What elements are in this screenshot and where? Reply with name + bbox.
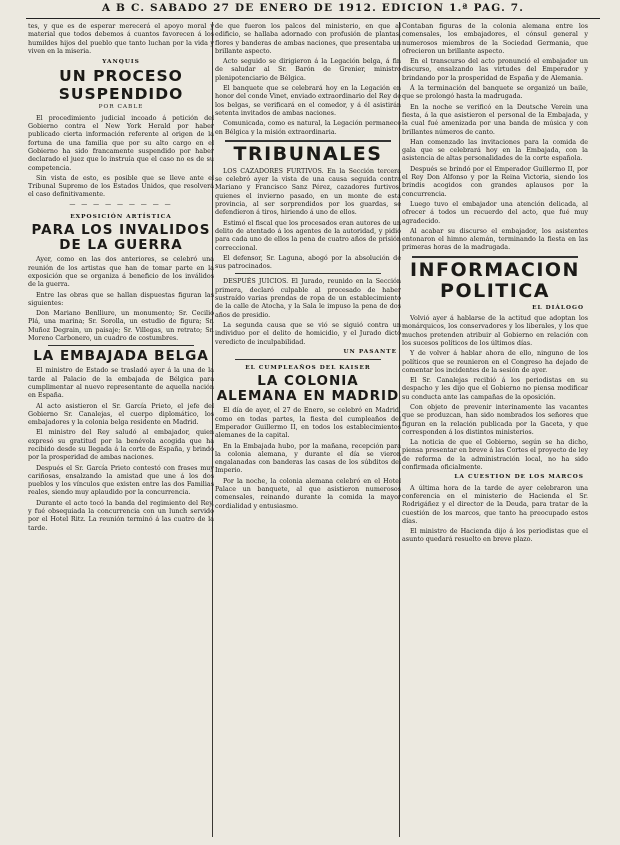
article-paragraph: Contaban figuras de la colonia alemana entre los comensales, los embajadores, el cónsul general y numerosos miembros de la Sociedad Germania, que ofrecieron un brillante aspecto.: [402, 22, 588, 55]
section-label: EXPOSICIÓN ARTÍSTICA: [70, 214, 172, 221]
article-paragraph: DESPUÉS JUICIOS. El Jurado, reunido en la Sección primera, declaró culpable al procesado de haber sustraído varias prendas de ropa de un establecimiento de la calle de Atocha, y la Sala le impuso la pena de dos años de presidio.: [215, 277, 401, 319]
section-label: YANQUIS: [102, 59, 140, 66]
article-paragraph: A última hora de la tarde de ayer celebraron una conferencia en el ministerio de Hacienda el Sr. Rodrigáñez y el director de la Deuda, para tratar de la cuestión de los marcos, que tanto ha preocupado estos días.: [402, 483, 588, 525]
divider: [235, 273, 381, 274]
article-paragraph: El procedimiento judicial incoado á petición del Gobierno contra el New York Herald por haber publicado cierta información referente al origen de la fortuna de una familia que por su alto cargo en el Gobierno ha sido francamente suspendido por haber declarado el juez que lo instruía que el caso no es de su competencia.: [28, 113, 214, 172]
headline: INFORMACION POLITICA: [410, 258, 580, 302]
divider: — — — — — — — — —: [69, 200, 173, 208]
article-paragraph: El ministro de Hacienda dijo á los periodistas que el asunto quedará resuelto en breve plazo.: [402, 527, 588, 544]
article-paragraph: La noticia de que el Gobierno, según se ha dicho, piensa presentar en breve á las Cortes el proyecto de ley de reforma de la administración local, no ha sido confirmada oficialmente.: [402, 438, 588, 472]
article-paragraph: En la Embajada hubo, por la mañana, recepción para la colonia alemana, y durante el día se vieron engalanadas con banderas las casas de los súbditos del Imperio.: [215, 441, 401, 475]
article-paragraph: Por la noche, la colonia alemana celebró en el Hotel Palace un banquete, al que asistieron numerosos comensales, reinando durante la comida la mayor cordialidad y entusiasmo.: [215, 476, 401, 510]
column-3: [402, 22, 588, 839]
article-paragraph: El ministro de Estado se trasladó ayer á la una de la tarde al Palacio de la embajada de Bélgica para cumplimentar al nuevo representante de aquella nación en España.: [28, 366, 214, 400]
article-paragraph: El ministro del Rey saludó al embajador, quien expresó su gratitud por la benévola acogida que ha recibido desde su llegada á la corte de España, y brindó por la prosperidad de ambas naciones.: [28, 428, 214, 462]
headline: PARA LOS INVALIDOS DE LA GUERRA: [31, 222, 211, 254]
article-paragraph: Volvió ayer á hablarse de la actitud que adoptan los monárquicos, los conservadores y los liberales, y los que muchos pretenden atribuir al Gobierno en relación con los sucesos políticos de los últimos días.: [402, 314, 588, 347]
article-paragraph: Al acabar su discurso el embajador, los asistentes entonaron el himno alemán, terminando la fiesta en las primeras horas de la madrugada.: [402, 226, 588, 252]
article-paragraph: LOS CAZADORES FURTIVOS. En la Sección tercera se celebró ayer la vista de una causa seguida contra Mariano y Francisco Sanz Pérez, cazadores furtivos, quienes el invierno pasado, en un monte de esta provincia, al ser sorprendidos por los guardas, se defendieron á tiros, hiriendo á uno de ellos.: [215, 166, 401, 217]
divider: [412, 256, 578, 258]
article-paragraph: Con objeto de prevenir interinamente las vacantes que se produzcan, han sido nombrados los señores que figuran en la relación publicada por la Gaceta, y que corresponden á los distintos ministerios.: [402, 402, 588, 436]
article-paragraph: Durante el acto tocó la banda del regimiento del Rey, y fué obsequiada la concurrencia con un lunch servido por el Hotel Ritz. La reunión terminó á las cuatro de la tarde.: [28, 498, 214, 532]
headline: TRIBUNALES: [233, 142, 383, 165]
article-paragraph: Estimó el fiscal que los procesados eran autores de un delito de atentado á los agentes de la autoridad, y pidió para cada uno de ellos la pena de cuatro años de prisión correccional.: [215, 218, 401, 252]
page-header: A B C. SABADO 27 DE ENERO DE 1912. EDICION 1.ª PAG. 7.: [26, 2, 600, 19]
column-2: [215, 22, 401, 839]
article-paragraph: Comunicada, como es natural, la Legación permanece en Bélgica y la misión extraordinaria.: [215, 119, 401, 136]
article-paragraph: Después el Sr. García Prieto contestó con frases muy cariñosas, ensalzando la amistad que une á los dos pueblos y los vínculos que existen entre las dos Familias reales, siendo muy aplaudido por la concurrencia.: [28, 463, 214, 497]
divider: [48, 345, 194, 346]
article-paragraph: Luego tuvo el embajador una atención delicada, al ofrecer á todos un recuerdo del acto, que fué muy agradecido.: [402, 199, 588, 225]
article-paragraph: Ayer, como en las dos anteriores, se celebró una reunión de los artistas que han de tomar parte en la exposición que se organiza á beneficio de los inválidos de la guerra.: [28, 255, 214, 289]
article-paragraph: La segunda causa que se vió se siguió contra un individuo por el delito de homicidio, y el Jurado dictó veredicto de inculpabilidad.: [215, 320, 401, 346]
article-paragraph: Después se brindó por el Emperador Guillermo II, por el Rey Don Alfonso y por la Reina Victoria, siendo los brindis acogidos con grandes aplausos por la concurrencia.: [402, 164, 588, 198]
byline: POR CABLE: [98, 104, 144, 111]
section-label: EL CUMPLEAÑOS DEL KAISER: [245, 365, 371, 372]
headline: UN PROCESO: [59, 67, 183, 86]
column-1: [28, 22, 214, 839]
article-paragraph: En el transcurso del acto pronunció el embajador un discurso, ensalzando las virtudes del Emperador y brindando por la prosperidad de España y de Alemania.: [402, 57, 588, 82]
headline: SUSPENDIDO: [58, 85, 184, 104]
article-paragraph: Don Mariano Benlliure, un monumento; Sr. Cecilio Plá, una marina; Sr. Sorolla, un estudio de figura; Sr. Muñoz Degrain, un paisaje; Sr. Villegas, un retrato; Sr. Moreno Carbonero, un cuadro de costumbres.: [28, 309, 214, 343]
article-paragraph: En la noche se verificó en la Deutsche Verein una fiesta, á la que asistieron el personal de la Embajada, y la cual fué amenizada por una banda de música y con brillantes números de canto.: [402, 102, 588, 136]
article-paragraph: El Sr. Canalejas recibió á los periodistas en su despacho y les dijo que el Gobierno no piensa modificar su conducta ante las campañas de la oposición.: [402, 376, 588, 401]
headline: LA COLONIA ALEMANA EN MADRID: [216, 373, 400, 405]
divider: [225, 140, 391, 142]
headline: LA EMBAJADA BELGA: [33, 348, 209, 365]
divider: [235, 359, 381, 360]
article-paragraph: Han comenzado las invitaciones para la comida de gala que se celebrará hoy en la Embajada, con la asistencia de altas personalidades de la corte española.: [402, 137, 588, 163]
article-paragraph: Acto seguido se dirigieron á la Legación belga, á fin de saludar al Sr. Barón de Grenier, ministro plenipotenciario de Bélgica.: [215, 57, 401, 82]
article-paragraph: Y de volver á hablar ahora de ello, ninguno de los políticos que se reunieron en el Congreso ha dejado de comentar los incidentes de la sesión de ayer.: [402, 349, 588, 374]
article-paragraph: Entre las obras que se hallan dispuestas figuran las siguientes:: [28, 290, 214, 307]
article-paragraph: Sin vista de esto, es posible que se lleve ante el Tribunal Supremo de los Estados Unidos, que resolverá el caso definitivamente.: [28, 173, 214, 199]
article-paragraph: Al acto asistieron el Sr. García Prieto, el jefe del Gobierno Sr. Canalejas, el cuerpo diplomático, los embajadores y la colonia belga residente en Madrid.: [28, 401, 214, 427]
article-paragraph: El banquete que se celebrará hoy en la Legación en honor del conde Vinet, enviado extraordinario del Rey de los belgas, se verificará en el comedor, y á él asistirán setenta invitados de ambas naciones.: [215, 84, 401, 117]
section-label: LA CUESTION DE LOS MARCOS: [454, 474, 584, 481]
article-paragraph: Á la terminación del banquete se organizó un baile, que se prolongó hasta la madrugada.: [402, 84, 588, 101]
article-paragraph: El día de ayer, el 27 de Enero, se celebró en Madrid, como en todas partes, la fiesta del cumpleaños del Emperador Guillermo II, en todos los establecimientos alemanes de la capital.: [215, 406, 401, 440]
byline: EL DIÁLOGO: [532, 304, 584, 311]
article-paragraph: tes, y que es de esperar merecerá el apoyo moral y material que todos debemos á cuantos favorecen á los humildes hijos del pueblo que tanto luchan por la vida y viven en la miseria.: [28, 22, 214, 55]
article-paragraph: de que fueron los palcos del ministerio, en que al edificio, se hallaba adornado con profusión de plantas, flores y banderas de ambas naciones, que presentaba un brillante aspecto.: [215, 22, 401, 55]
article-paragraph: El defensor, Sr. Laguna, abogó por la absolución de sus patrocinados.: [215, 253, 401, 271]
signature: UN PASANTE: [343, 348, 397, 355]
